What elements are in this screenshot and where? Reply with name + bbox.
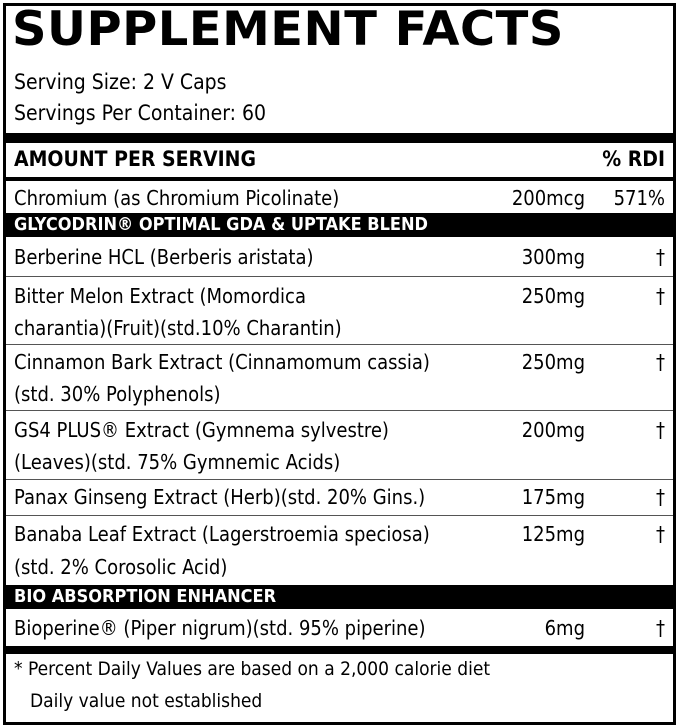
ingredient-name-line2: charantia)(Fruit)(std.10% Charantin) xyxy=(14,316,342,340)
thick-divider xyxy=(6,133,673,143)
row-divider xyxy=(6,276,673,277)
panel-title: SUPPLEMENT FACTS xyxy=(12,3,564,57)
ingredient-name: GS4 PLUS® Extract (Gymnema sylvestre) xyxy=(14,418,389,442)
serving-size: Serving Size: 2 V Caps xyxy=(14,70,227,94)
ingredient-rdi: † xyxy=(656,245,665,269)
ingredient-name: Berberine HCL (Berberis aristata) xyxy=(14,245,314,269)
ingredient-row xyxy=(6,278,673,342)
footnote-not-established: Daily value not established xyxy=(30,690,263,712)
ingredient-rdi: † xyxy=(656,616,665,640)
ingredient-amount: 125mg xyxy=(521,522,585,546)
ingredient-amount: 6mg xyxy=(544,616,585,640)
blend-header-glycodrin: GLYCODRIN® OPTIMAL GDA & UPTAKE BLEND xyxy=(6,213,673,237)
ingredient-name-line2: (std. 30% Polyphenols) xyxy=(14,382,221,406)
supplement-facts-panel xyxy=(3,3,676,725)
nutrient-rdi: 571% xyxy=(613,186,665,210)
footnote-daily-values: * Percent Daily Values are based on a 2,000 calorie diet xyxy=(14,658,491,680)
ingredient-row xyxy=(6,410,673,478)
ingredient-row xyxy=(6,239,673,275)
ingredient-amount: 175mg xyxy=(521,485,585,509)
ingredient-row xyxy=(6,344,673,410)
ingredient-rdi: † xyxy=(656,485,665,509)
ingredient-row xyxy=(6,515,673,585)
ingredient-rdi: † xyxy=(656,350,665,374)
nutrient-row-chromium xyxy=(6,182,673,213)
ingredient-rdi: † xyxy=(656,284,665,308)
ingredient-name: Panax Ginseng Extract (Herb)(std. 20% Gins.) xyxy=(14,485,426,509)
ingredient-name: Bioperine® (Piper nigrum)(std. 95% piperine) xyxy=(14,616,426,640)
nutrient-amount: 200mcg xyxy=(511,186,585,210)
rdi-header: % RDI xyxy=(602,147,665,171)
ingredient-amount: 250mg xyxy=(521,284,585,308)
nutrient-name: Chromium (as Chromium Picolinate) xyxy=(14,186,340,210)
ingredient-name: Cinnamon Bark Extract (Cinnamomum cassia) xyxy=(14,350,430,374)
header-divider xyxy=(6,177,673,181)
ingredient-amount: 250mg xyxy=(521,350,585,374)
ingredient-row xyxy=(6,610,673,646)
ingredient-amount: 300mg xyxy=(521,245,585,269)
blend-header-bio-absorption: BIO ABSORPTION ENHANCER xyxy=(6,585,673,609)
ingredient-amount: 200mg xyxy=(521,418,585,442)
amount-per-serving-header: AMOUNT PER SERVING xyxy=(14,147,257,171)
bottom-divider xyxy=(6,646,673,654)
ingredient-row xyxy=(6,479,673,515)
ingredient-rdi: † xyxy=(656,522,665,546)
ingredient-rdi: † xyxy=(656,418,665,442)
ingredient-name: Banaba Leaf Extract (Lagerstroemia speciosa) xyxy=(14,522,430,546)
ingredient-name-line2: (std. 2% Corosolic Acid) xyxy=(14,555,228,579)
ingredient-name-line2: (Leaves)(std. 75% Gymnemic Acids) xyxy=(14,450,341,474)
servings-per-container: Servings Per Container: 60 xyxy=(14,101,267,125)
ingredient-name: Bitter Melon Extract (Momordica xyxy=(14,284,306,308)
